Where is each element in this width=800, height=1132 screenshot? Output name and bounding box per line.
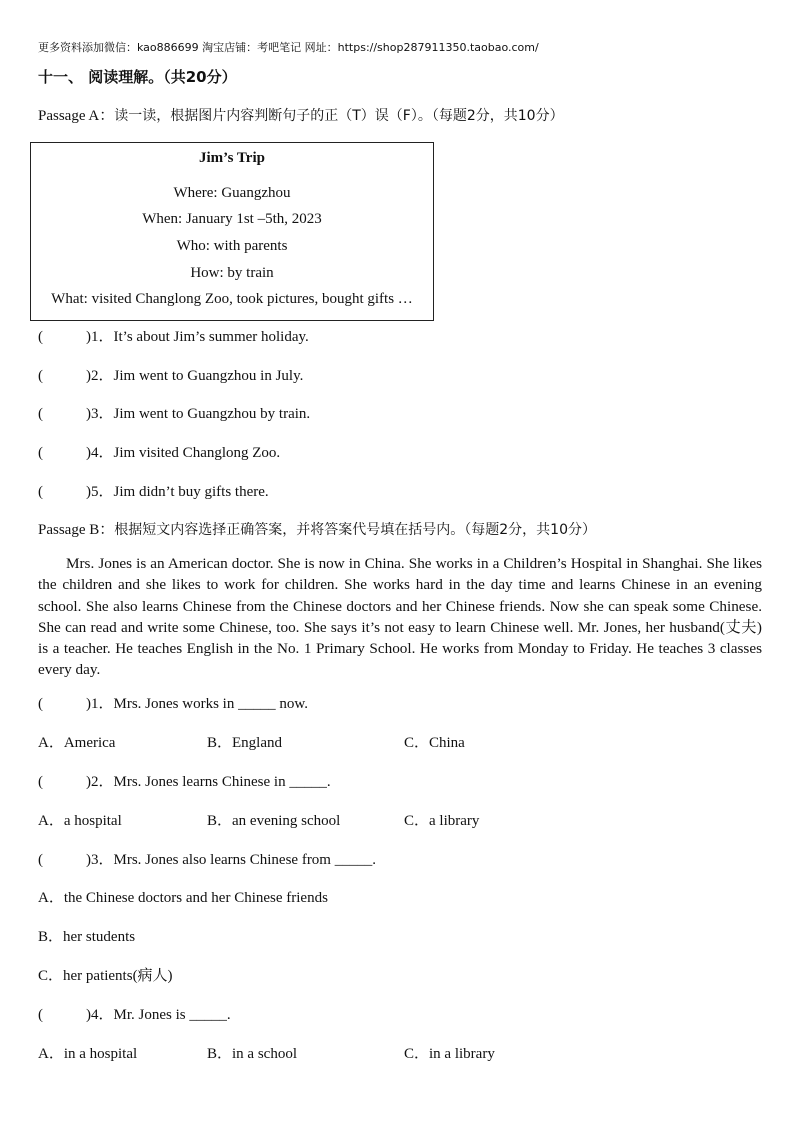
question-text: Mr. Jones is _____. <box>113 1007 231 1023</box>
answer-paren-open: ( <box>38 852 43 868</box>
passage-a-label: Passage A： <box>38 108 115 124</box>
option-a: A．in a hospital <box>38 1046 138 1062</box>
question-number: 5． <box>91 484 114 500</box>
answer-paren-close: ) <box>86 406 91 422</box>
question-number: 4． <box>91 1007 114 1023</box>
question-number: 1． <box>91 696 114 712</box>
option-c: C．in a library <box>404 1046 495 1062</box>
answer-paren-close: ) <box>86 445 91 461</box>
mc-question <box>38 770 331 791</box>
answer-paren-close: ) <box>86 1007 91 1023</box>
header-contact-line: 更多资料添加微信：kao886699 淘宝店铺：考吧笔记 网址：https://shop287911350.taobao.com/ <box>38 41 539 54</box>
option-a: A．America <box>38 735 116 751</box>
passage-b-label: Passage B： <box>38 522 115 538</box>
question-text: Jim went to Guangzhou in July. <box>113 368 304 384</box>
answer-paren-close: ) <box>86 368 91 384</box>
tf-question <box>38 325 309 346</box>
answer-paren-open: ( <box>38 406 43 422</box>
question-text: It’s about Jim’s summer holiday. <box>113 329 309 345</box>
section-title: 十一、 阅读理解。（共20分） <box>38 68 237 86</box>
answer-paren-open: ( <box>38 445 43 461</box>
answer-paren-close: ) <box>86 484 91 500</box>
question-number: 3． <box>91 406 114 422</box>
answer-paren-close: ) <box>86 774 91 790</box>
option-c: C．a library <box>404 813 480 829</box>
tf-question <box>38 402 310 423</box>
question-number: 4． <box>91 445 114 461</box>
question-number: 2． <box>91 368 114 384</box>
answer-paren-open: ( <box>38 329 43 345</box>
option-b: B．in a school <box>207 1046 297 1062</box>
question-number: 1． <box>91 329 114 345</box>
passage-b-paragraph: Mrs. Jones is an American doctor. She is now in China. She works in a Children’s Hospital in Shanghai. She likes the children and she likes to work for children. She works hard in the day time and learns Chinese in an evening school. She also learns Chinese from the Chinese doctors and her Chinese friends. Now she can speak some Chinese. She can read and write some Chinese, too. She says it’s not easy to learn Chinese well. Mr. Jones, her husband(丈夫) is a teacher. He teaches English in the No. 1 Primary School. He works from Monday to Friday. He teaches 3 classes every day. <box>38 555 762 679</box>
passage-b-instruction <box>38 518 596 539</box>
trip-how: How: by train <box>190 265 274 281</box>
tf-question <box>38 364 303 385</box>
answer-paren-open: ( <box>38 696 43 712</box>
option-a: A．a hospital <box>38 813 122 829</box>
answer-paren-open: ( <box>38 1007 43 1023</box>
answer-paren-close: ) <box>86 329 91 345</box>
mc-question <box>38 692 308 713</box>
trip-who: Who: with parents <box>176 238 288 254</box>
option-b: B．England <box>207 735 282 751</box>
mc-question <box>38 1003 231 1024</box>
answer-paren-open: ( <box>38 774 43 790</box>
question-number: 2． <box>91 774 114 790</box>
question-number: 3． <box>91 852 114 868</box>
option-c: C．her patients(病人) <box>38 968 173 984</box>
option-b: B．an evening school <box>207 813 341 829</box>
question-text: Jim visited Changlong Zoo. <box>113 445 281 461</box>
trip-info-box <box>30 142 434 321</box>
trip-title: Jim’s Trip <box>199 150 265 166</box>
question-text: Mrs. Jones works in _____ now. <box>113 696 308 712</box>
passage-a-instruction-text: 读一读，根据图片内容判断句子的正（T）误（F）。（每题2分，共10分） <box>114 108 564 124</box>
passage-b-instruction-text: 根据短文内容选择正确答案，并将答案代号填在括号内。（每题2分，共10分） <box>114 522 596 538</box>
answer-paren-close: ) <box>86 696 91 712</box>
option-b: B．her students <box>38 929 136 945</box>
mc-question <box>38 848 376 869</box>
option-a: A．the Chinese doctors and her Chinese friends <box>38 890 328 906</box>
trip-when: When: January 1st –5th, 2023 <box>142 211 322 227</box>
tf-question <box>38 441 280 462</box>
answer-paren-open: ( <box>38 368 43 384</box>
answer-paren-close: ) <box>86 852 91 868</box>
option-c: C．China <box>404 735 465 751</box>
passage-a-instruction <box>38 104 564 125</box>
question-text: Mrs. Jones learns Chinese in _____. <box>113 774 331 790</box>
question-text: Mrs. Jones also learns Chinese from _____. <box>113 852 376 868</box>
trip-where: Where: Guangzhou <box>173 185 291 201</box>
question-text: Jim went to Guangzhou by train. <box>113 406 311 422</box>
question-text: Jim didn’t buy gifts there. <box>113 484 269 500</box>
tf-question <box>38 480 269 501</box>
answer-paren-open: ( <box>38 484 43 500</box>
trip-what: What: visited Changlong Zoo, took pictures, bought gifts … <box>51 291 413 307</box>
